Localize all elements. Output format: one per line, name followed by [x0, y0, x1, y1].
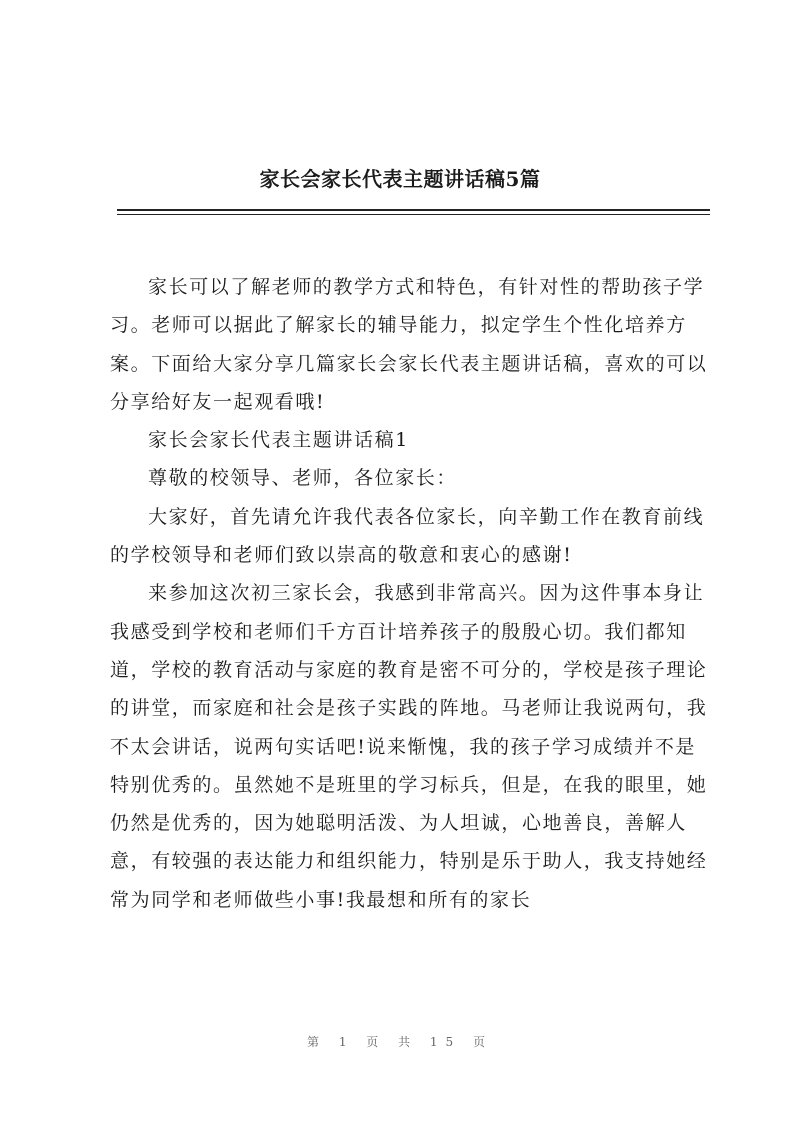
page-number: 第 1 页 共 15 页	[307, 1035, 493, 1049]
page-title: 家长会家长代表主题讲话稿5篇	[259, 167, 541, 191]
intro-paragraph: 家长可以了解老师的教学方式和特色，有针对性的帮助孩子学习。老师可以据此了解家长的辅导能力，拟定学生个性化培养方案。下面给大家分享几篇家长会家长代表主题讲话稿，喜欢的可以分享给好友一起观看哦!	[110, 276, 708, 413]
greeting-paragraph: 大家好，首先请允许我代表各位家长，向辛勤工作在教育前线的学校领导和老师们致以崇高的敬意和衷心的感谢!	[110, 505, 705, 567]
title-divider-thin	[117, 214, 710, 215]
body-paragraph: 来参加这次初三家长会，我感到非常高兴。因为这件事本身让我感受到学校和老师们千方百计培养孩子的殷殷心切。我们都知道，学校的教育活动与家庭的教育是密不可分的，学校是孩子理论的讲堂，而家庭和社会是孩子实践的阵地。马老师让我说两句，我不太会讲话，说两句实话吧!说来惭愧，我的孩子学习成绩并不是特别优秀的。虽然她不是班里的学习标兵，但是，在我的眼里，她仍然是优秀的，因为她聪明活泼、为人坦诚，心地善良，善解人意，有较强的表达能力和组织能力，特别是乐于助人，我支持她经常为同学和老师做些小事!我最想和所有的家长	[110, 582, 708, 911]
salutation: 尊敬的校领导、老师，各位家长：	[148, 467, 458, 490]
document-body	[110, 268, 710, 919]
title-divider	[117, 209, 710, 211]
section-heading: 家长会家长代表主题讲话稿1	[148, 429, 409, 452]
